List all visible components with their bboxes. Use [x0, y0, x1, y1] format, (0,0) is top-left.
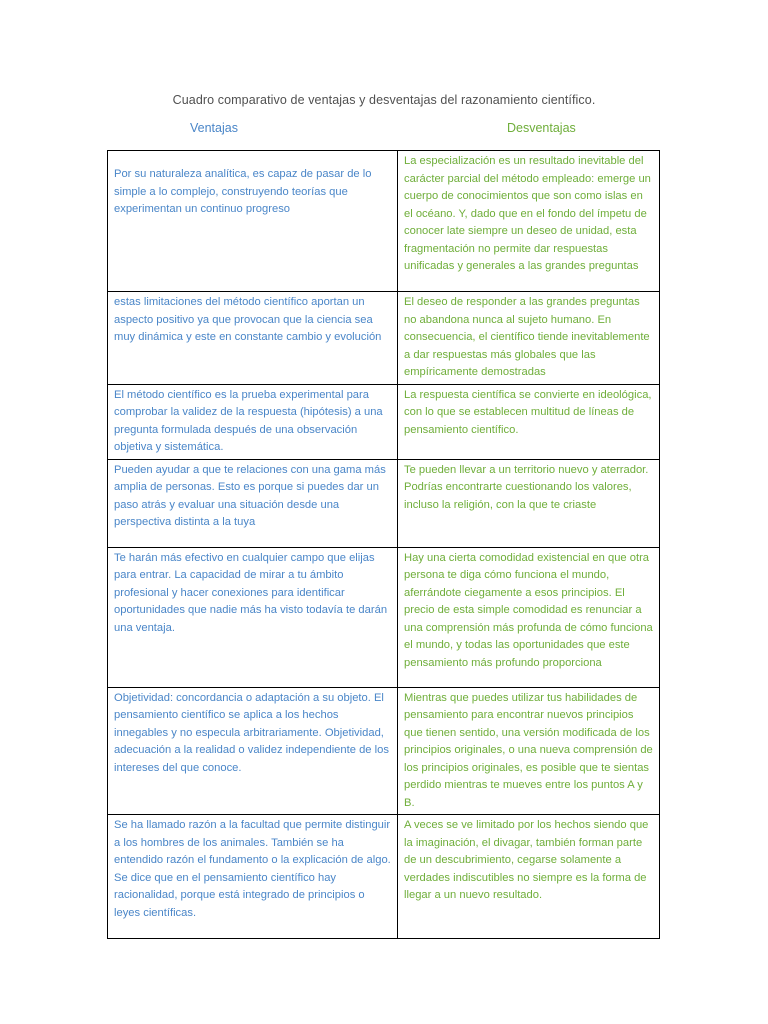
ventaja-cell: Objetividad: concordancia o adaptación a su objeto. El pensamiento científico se aplica a los hechos innegables y no especula arbitrariamente. Objetividad, adecuación a la realidad o validez independiente de los intereses del que conoce. [108, 687, 398, 815]
ventaja-cell: estas limitaciones del método científico aportan un aspecto positivo ya que provocan que la ciencia sea muy dinámica y este en constante cambio y evolución [108, 292, 398, 385]
ventaja-paragraph: Se ha llamado razón a la facultad que permite distinguir a los hombres de los animales. También se ha entendido razón el fundamento o la explicación de algo. [114, 819, 391, 866]
ventaja-cell: Pueden ayudar a que te relaciones con una gama más amplia de personas. Esto es porque si puedes dar un paso atrás y evaluar una situación desde una perspectiva distinta a la tuya [108, 459, 398, 547]
table-row [108, 687, 660, 815]
table-row [108, 292, 660, 385]
desventaja-cell: Mientras que puedes utilizar tus habilidades de pensamiento para encontrar nuevos principios que tienen sentido, una versión modificada de los principios originales, o una nueva comprensión de los principios originales, es posible que te sientas perdido mientras te mueves entre los puntos A y B. [398, 687, 660, 815]
ventaja-cell: El método científico es la prueba experimental para comprobar la validez de la respuesta (hipótesis) a una pregunta formulada después de una observación objetiva y sistemática. [108, 384, 398, 459]
document-title: Cuadro comparativo de ventajas y desventajas del razonamiento científico. [172, 93, 596, 107]
column-header-ventajas: Ventajas [190, 121, 238, 135]
desventaja-cell: La especialización es un resultado inevitable del carácter parcial del método empleado: emerge un cuerpo de conocimientos que son como islas en el océano. Y, dado que en el fondo del ímpetu de conocer late siempre un deseo de unidad, esta fragmentación no permite dar respuestas unificadas y generales a las grandes preguntas [398, 151, 660, 292]
table-row [108, 459, 660, 547]
ventaja-cell: Te harán más efectivo en cualquier campo que elijas para entrar. La capacidad de mirar a tu ámbito profesional y hacer conexiones para identificar oportunidades que nadie más ha visto todavía te darán una ventaja. [108, 547, 398, 687]
table-row [108, 547, 660, 687]
comparison-table [107, 150, 660, 939]
desventaja-cell: La respuesta científica se convierte en ideológica, con lo que se establecen multitud de líneas de pensamiento científico. [398, 384, 660, 459]
table-row [108, 384, 660, 459]
desventaja-cell: Hay una cierta comodidad existencial en que otra persona te diga cómo funciona el mundo, aferrándote ciegamente a esos principios. El precio de esta simple comodidad es renunciar a una comprensión más profunda de cómo funciona el mundo, y todas las oportunidades que este pensamiento más profundo proporciona [398, 547, 660, 687]
ventaja-paragraph: Se dice que en el pensamiento científico hay racionalidad, porque está integrado de principios o leyes científicas. [114, 871, 365, 919]
desventaja-cell: Te pueden llevar a un territorio nuevo y aterrador. Podrías encontrarte cuestionando los valores, incluso la religión, con la que te criaste [398, 459, 660, 547]
ventaja-cell: Por su naturaleza analítica, es capaz de pasar de lo simple a lo complejo, construyendo teorías que experimentan un continuo progreso [108, 151, 398, 292]
desventaja-cell: El deseo de responder a las grandes preguntas no abandona nunca al sujeto humano. En consecuencia, el científico tiende inevitablemente a dar respuestas más globales que las empíricamente demostradas [398, 292, 660, 385]
ventaja-cell [108, 815, 398, 939]
desventaja-cell: A veces se ve limitado por los hechos siendo que la imaginación, el divagar, también forman parte de un descubrimiento, cegarse solamente a verdades indiscutibles no siempre es la forma de llegar a un nuevo resultado. [398, 815, 660, 939]
table-row [108, 815, 660, 939]
table-row [108, 151, 660, 292]
column-header-desventajas: Desventajas [507, 121, 576, 135]
